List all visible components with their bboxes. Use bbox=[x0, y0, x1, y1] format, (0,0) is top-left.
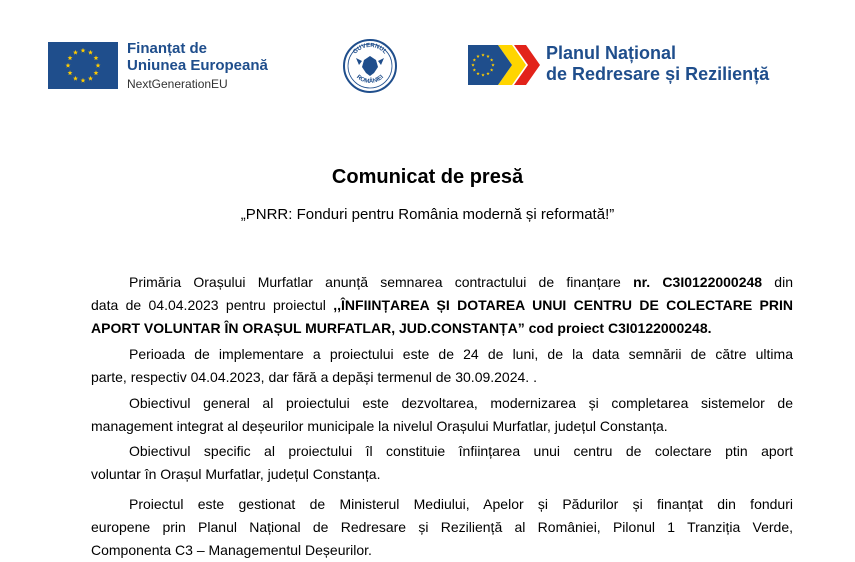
paragraph-funding bbox=[91, 493, 793, 562]
logo-bar bbox=[0, 0, 855, 110]
eu-line-1: Finanțat de bbox=[127, 40, 208, 57]
paragraph-general-objective bbox=[91, 392, 793, 438]
text-run: Primăria Orașului Murfatlar anunță semnarea contractului de finanțare bbox=[129, 274, 634, 290]
paragraph-line: Obiectivul general al proiectului este dezvoltarea, modernizarea și completarea sistemelor de bbox=[129, 395, 793, 411]
pnrr-line-2: de Redresare și Reziliență bbox=[546, 64, 770, 84]
svg-text:GUVERNUL: GUVERNUL bbox=[352, 42, 388, 56]
text-run: din bbox=[762, 274, 793, 290]
paragraph-line: voluntar în Orașul Murfatlar, județul Constanța. bbox=[91, 466, 381, 482]
paragraph-line bbox=[91, 317, 793, 340]
paragraph-line: Componenta C3 – Managementul Deșeurilor. bbox=[91, 542, 372, 558]
paragraph-line bbox=[91, 271, 793, 294]
eu-line-3: NextGenerationEU bbox=[127, 77, 228, 91]
pnrr-logo-icon bbox=[468, 45, 542, 85]
page-title: Comunicat de presă bbox=[331, 166, 524, 188]
paragraph-specific-objective bbox=[91, 440, 793, 486]
paragraph-line: Obiectivul specific al proiectului îl constituie înființarea unui centru de colectare ptin aport bbox=[129, 443, 793, 459]
paragraph-line: Perioada de implementare a proiectului este de 24 de luni, de la data semnării de către ultima bbox=[129, 346, 793, 362]
project-name: ,,ÎNFIINȚAREA ȘI DOTAREA UNUI CENTRU DE COLECTARE PRIN bbox=[333, 297, 794, 313]
eu-flag-icon bbox=[48, 42, 118, 89]
eu-line-2: Uniunea Europeană bbox=[127, 57, 268, 74]
paragraph-line: Proiectul este gestionat de Ministerul Mediului, Apelor și Pădurilor și finanțat din fonduri bbox=[129, 496, 793, 512]
project-name-continued: APORT VOLUNTAR ÎN ORAȘUL MURFATLAR, JUD.CONSTANȚA” cod proiect C3I0122000248. bbox=[91, 320, 712, 336]
romanian-government-seal-icon bbox=[342, 37, 398, 95]
pnrr-line-1: Planul Național bbox=[546, 43, 677, 63]
eu-funding-label bbox=[127, 40, 268, 93]
paragraph-implementation-period bbox=[91, 343, 793, 389]
svg-text:ROMÂNIEI: ROMÂNIEI bbox=[355, 74, 385, 86]
pnrr-label bbox=[546, 43, 769, 85]
paragraph-line: europene prin Planul Național de Redresare și Reziliență al României, Pilonul 1 Tranziția Verde, bbox=[91, 519, 793, 535]
paragraph-line: parte, respectiv 04.04.2023, dar fără a depăși termenul de 30.09.2024. . bbox=[91, 369, 537, 385]
paragraph-line bbox=[91, 294, 793, 317]
contract-number: nr. C3I0122000248 bbox=[633, 274, 763, 290]
page-subtitle: „PNRR: Fonduri pentru România modernă și reformată!” bbox=[240, 206, 615, 223]
paragraph-contract bbox=[91, 271, 793, 340]
paragraph-line: management integrat al deșeurilor municipale la nivelul Orașului Murfatlar, județul Constanța. bbox=[91, 418, 668, 434]
text-run: data de 04.04.2023 pentru proiectul bbox=[91, 297, 334, 313]
